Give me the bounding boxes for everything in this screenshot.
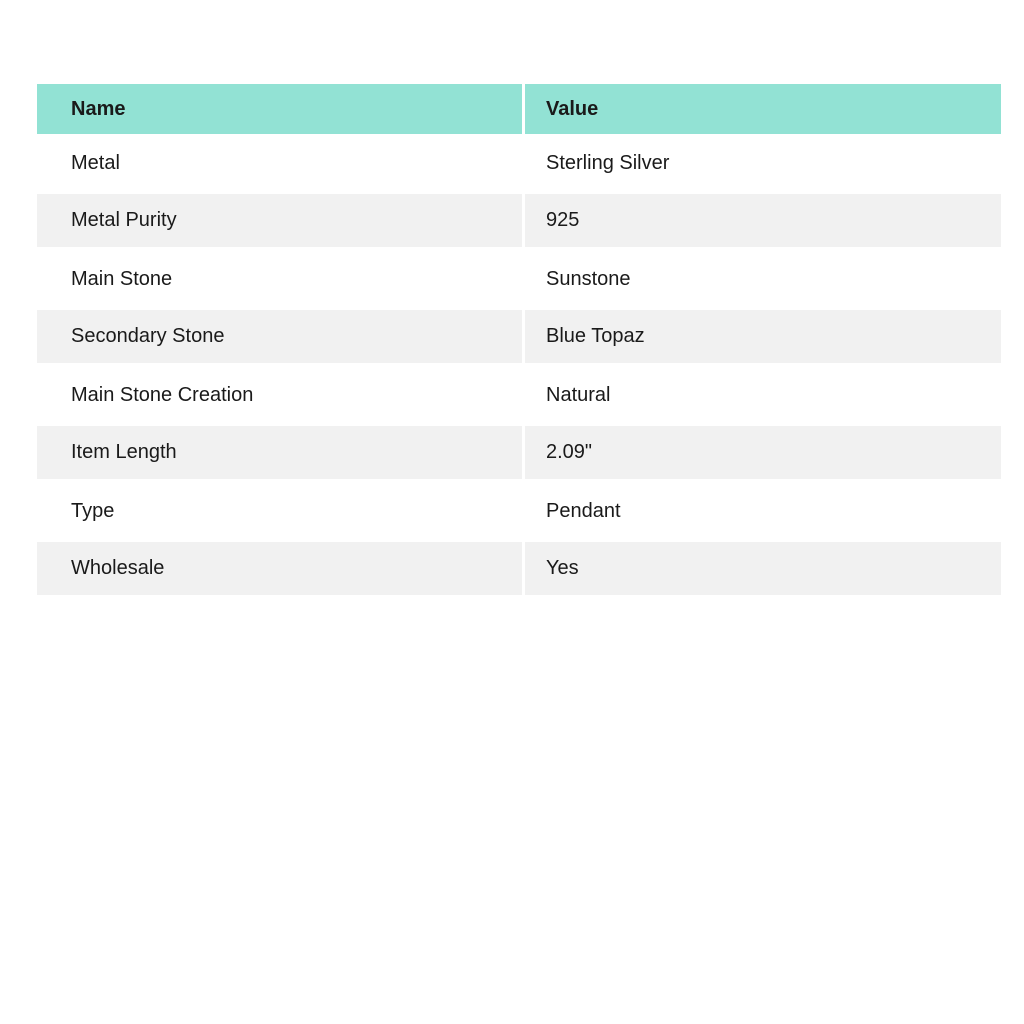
attribute-value-cell: 2.09" [546,441,593,463]
table-row [37,134,1001,192]
column-header-name: Name [37,84,525,134]
attribute-name-cell: Secondary Stone [37,310,525,363]
column-header-value: Value [546,97,599,120]
attribute-value-cell: Natural [546,383,611,406]
attribute-value-cell: Yes [546,557,579,579]
attribute-name-cell: Metal Purity [37,194,525,247]
table-header-row [37,84,1001,134]
attribute-value-cell: Sunstone [546,267,631,290]
table-row [37,308,1001,366]
table-row [37,250,1001,308]
attribute-name-cell: Main Stone [37,250,525,308]
table-row [37,424,1001,482]
attribute-name-cell: Type [37,482,525,540]
table-row [37,540,1001,598]
attribute-value-cell: 925 [546,209,580,231]
attribute-value-cell: Pendant [546,499,621,522]
attribute-name-cell: Item Length [37,426,525,479]
table-row [37,482,1001,540]
table-row [37,366,1001,424]
attribute-name-cell: Metal [37,134,525,192]
attribute-value-cell: Sterling Silver [546,151,670,174]
attribute-value-cell: Blue Topaz [546,325,645,347]
product-attributes-table [37,84,1001,598]
table-row [37,192,1001,250]
table-body [37,134,1001,598]
attribute-name-cell: Wholesale [37,542,525,595]
attribute-name-cell: Main Stone Creation [37,366,525,424]
